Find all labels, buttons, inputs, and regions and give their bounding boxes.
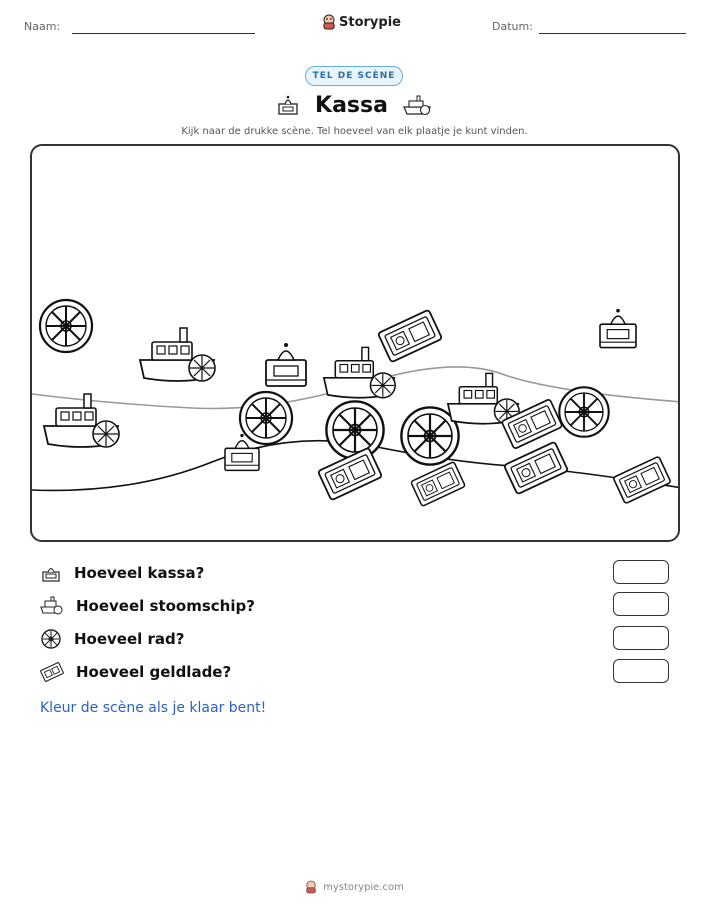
answer-box-stoomschip[interactable] [613,592,669,616]
scene-drawing [32,146,680,542]
cash-drawer-icon [411,462,466,507]
badge: TEL DE SCÈNE [305,66,403,86]
cash-drawer-icon [504,442,568,495]
question-text: Hoeveel kassa? [74,564,205,582]
answer-box-rad[interactable] [613,626,669,650]
name-line[interactable] [72,33,255,34]
question-row-geldlade [40,661,231,683]
question-row-rad [40,628,184,650]
cash-register-icon [275,92,301,118]
question-text: Hoeveel rad? [74,630,185,648]
instructions: Kijk naar de drukke scène. Tel hoeveel van elk plaatje je kunt vinden. [181,126,528,137]
cash-register-icon [266,343,306,386]
color-instruction: Kleur de scène als je klaar bent! [40,700,267,716]
cash-drawer-icon [40,661,64,683]
answer-box-geldlade[interactable] [613,659,669,683]
wheel-icon [559,387,608,436]
steamboat-icon [448,373,519,423]
wheel-icon [240,392,292,444]
storypie-mascot-icon [322,14,336,30]
cash-drawer-icon [378,310,442,363]
cash-drawer-icon [613,456,671,503]
question-row-stoomschip [40,595,255,617]
answer-box-kassa[interactable] [613,560,669,584]
steamboat-icon [324,347,395,397]
footer [0,880,709,894]
footer-url[interactable]: mystorypie.com [323,881,404,893]
wheel-icon [40,300,92,352]
page-title: Kassa [315,92,388,118]
name-label: Naam: [24,20,61,33]
cash-drawer-icon [318,448,382,501]
question-text: Hoeveel geldlade? [76,663,232,681]
question-row-kassa [40,562,204,584]
steamboat-icon [402,93,434,117]
date-line[interactable] [539,33,686,34]
wheel-icon [326,401,383,458]
brand-name: Storypie [339,14,401,30]
cash-register-icon [40,562,62,584]
title-row [0,92,709,118]
brand-logo [322,14,401,30]
date-label: Datum: [492,20,533,33]
scene-panel [30,144,680,542]
steamboat-icon [140,328,215,381]
steamboat-icon [40,595,64,617]
storypie-mascot-icon [305,880,317,894]
question-text: Hoeveel stoomschip? [76,597,255,615]
cash-register-icon [600,309,636,348]
wheel-icon [40,628,62,650]
